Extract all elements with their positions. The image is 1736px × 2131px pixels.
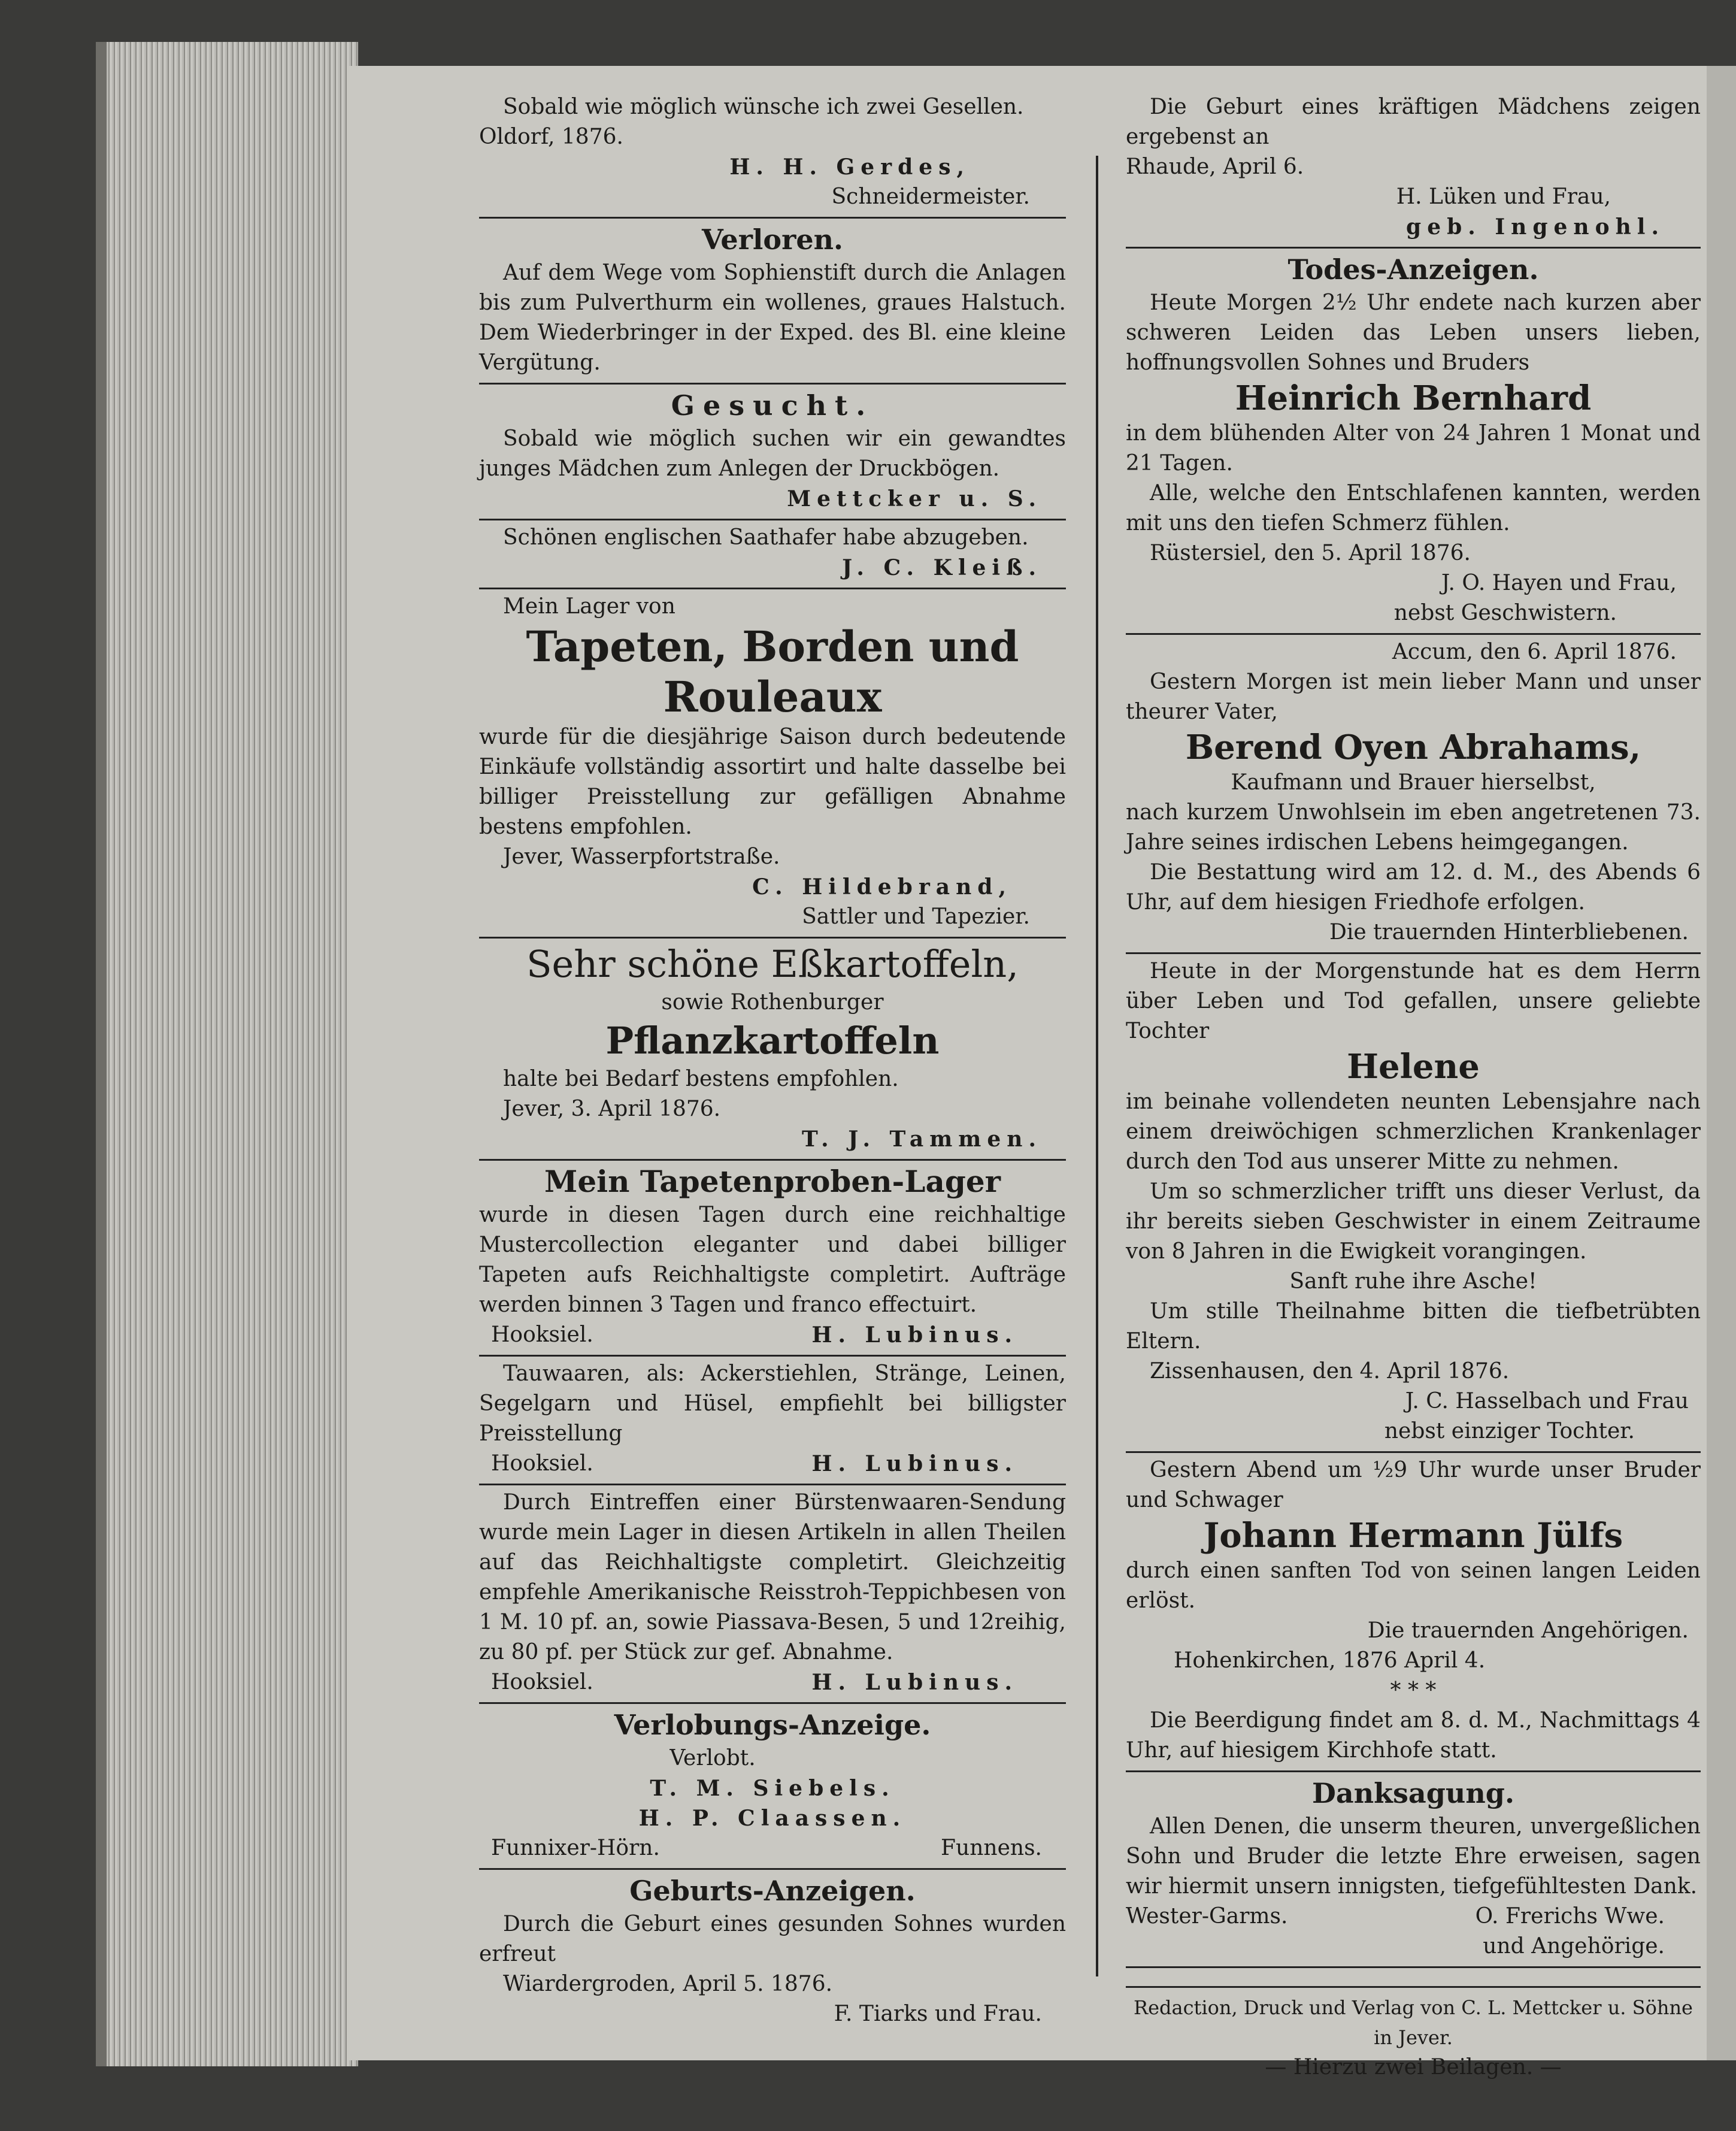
- ad-signature-title: Schneidermeister.: [831, 184, 1030, 209]
- ad-signature: H. Lüken und Frau,: [1396, 184, 1611, 209]
- ad-place: Rüstersiel, den 5. April 1876.: [1150, 541, 1471, 565]
- ad-signature: J. O. Hayen und Frau,: [1441, 571, 1677, 595]
- ad-place: Zissenhausen, den 4. April 1876.: [1150, 1359, 1510, 1384]
- ad-signature-2: und Angehörige.: [1483, 1934, 1665, 1959]
- ad-heading-2: Pflanzkartoffeln: [605, 1019, 940, 1063]
- ad-saathafer: [479, 520, 1066, 589]
- ad-buerstenwaaren: [479, 1485, 1066, 1704]
- ad-place: Accum, den 6. April 1876.: [1392, 640, 1677, 664]
- imprint-line-2: — Hierzu zwei Beilagen. —: [1265, 2055, 1562, 2079]
- ad-verlobung: [479, 1704, 1066, 1870]
- ad-name: Heinrich Bernhard: [1235, 379, 1592, 418]
- ad-intro: Mein Lager von: [503, 594, 675, 619]
- ad-signature: H. Lubinus.: [811, 1451, 1018, 1476]
- ad-place: Hooksiel.: [491, 1322, 593, 1347]
- ad-heading: Tapeten, Borden und Rouleaux: [526, 622, 1019, 722]
- ad-footer: [479, 1320, 1066, 1350]
- ad-heading: Danksagung.: [1312, 1777, 1514, 1809]
- ad-text: wurde in diesen Tagen durch eine reichhaltige Mustercollection eleganter und dabei billiger Tapeten aufs Reichhaltigste completirt. Aufträge werden binnen 3 Tagen und franco effectuirt.: [479, 1203, 1066, 1317]
- ad-signature: J. C. Hasselbach und Frau: [1405, 1389, 1689, 1413]
- ad-place: Hooksiel.: [491, 1670, 593, 1694]
- ad-text-2: durch einen sanften Tod von seinen langen Leiden erlöst.: [1126, 1558, 1701, 1613]
- ad-heading: Todes-Anzeigen.: [1287, 253, 1539, 286]
- ad-text-3: Um so schmerzlicher trifft uns dieser Verlust, da ihr bereits sieben Geschwister in einem Zeitraume von 8 Jahren in die Ewigkeit vorangingen.: [1126, 1179, 1701, 1264]
- ad-signature: Die trauernden Angehörigen.: [1367, 1618, 1689, 1643]
- ad-subheading: sowie Rothenburger: [661, 990, 884, 1015]
- ad-name-1: T. M. Siebels.: [650, 1776, 895, 1801]
- ad-signature: H. H. Gerdes,: [729, 155, 970, 180]
- ad-text: Allen Denen, die unserm theuren, unvergeßlichen Sohn und Bruder die letzte Ehre erweisen, sagen wir hiermit unsern innigsten, tiefgefühltesten Dank.: [1126, 1814, 1701, 1899]
- ad-place: Jever, 3. April 1876.: [503, 1097, 721, 1121]
- ad-signature-2: nebst einziger Tochter.: [1384, 1419, 1635, 1443]
- ad-text-3: Alle, welche den Entschlafenen kannten, werden mit uns den tiefen Schmerz fühlen.: [1126, 481, 1701, 535]
- ad-text-3: Die Bestattung wird am 12. d. M., des Abends 6 Uhr, auf dem hiesigen Friedhofe erfolgen.: [1126, 860, 1701, 915]
- imprint-line-1: Redaction, Druck und Verlag von C. L. Mettcker u. Söhne in Jever.: [1134, 1996, 1693, 2049]
- ad-place: Jever, Wasserpfortstraße.: [503, 844, 780, 869]
- ad-signature: H. Lubinus.: [811, 1670, 1018, 1695]
- ad-subheading: Verlobt.: [669, 1746, 756, 1770]
- ad-name-2: H. P. Claassen.: [638, 1806, 907, 1831]
- ad-text: Tauwaaren, als: Ackerstiehlen, Stränge, Leinen, Segelgarn und Hüsel, empfiehlt bei billigster Preisstellung: [479, 1361, 1066, 1446]
- ad-text-2: im beinahe vollendeten neunten Lebensjahre nach einem dreiwöchigen schmerzlichen Krankenlager durch den Tod aus unserer Mitte zu nehmen.: [1126, 1089, 1701, 1174]
- column-divider: [1096, 156, 1098, 1976]
- ad-text-3: Die Beerdigung findet am 8. d. M., Nachmittags 4 Uhr, auf hiesigem Kirchhofe statt.: [1126, 1708, 1701, 1763]
- ad-text: Gestern Abend um ½9 Uhr wurde unser Bruder und Schwager: [1126, 1458, 1701, 1512]
- ad-text: Sobald wie möglich wünsche ich zwei Gesellen.: [503, 95, 1024, 119]
- left-column: [479, 90, 1066, 2034]
- ad-signature: H. Lubinus.: [811, 1322, 1018, 1348]
- ad-text-4: Sanft ruhe ihre Asche!: [1289, 1269, 1537, 1294]
- ad-tapetenproben: [479, 1161, 1066, 1357]
- ad-text-2: in dem blühenden Alter von 24 Jahren 1 Monat und 21 Tagen.: [1126, 421, 1701, 476]
- ad-footer: [479, 1449, 1066, 1479]
- ad-heading: Verlobungs-Anzeige.: [614, 1709, 931, 1741]
- ad-tapeten: [479, 589, 1066, 939]
- ad-text: Die Geburt eines kräftigen Mädchens zeigen ergebenst an: [1126, 95, 1701, 149]
- right-column: [1126, 90, 1701, 2082]
- ad-signature: C. Hildebrand,: [752, 874, 1012, 900]
- book-page-edges: [96, 42, 358, 2066]
- ad-place-2: Funnens.: [941, 1836, 1042, 1860]
- ad-text: Auf dem Wege vom Sophienstift durch die Anlagen bis zum Pulverthurm ein wollenes, graues Halstuch. Dem Wiederbringer in der Exped. des Bl. eine kleine Vergütung.: [479, 261, 1066, 375]
- ad-text: Heute Morgen 2½ Uhr endete nach kurzen aber schweren Leiden das Leben unsers lieben, hoffnungsvollen Sohnes und Bruders: [1126, 290, 1701, 375]
- ad-place: Wiardergroden, April 5. 1876.: [503, 1972, 833, 1996]
- ad-place: Hohenkirchen, 1876 April 4.: [1174, 1648, 1486, 1673]
- ad-text-2: nach kurzem Unwohlsein im eben angetretenen 73. Jahre seines irdischen Lebens heimgegangen.: [1126, 800, 1701, 855]
- ad-stars: * * *: [1390, 1678, 1437, 1703]
- ad-name: Johann Hermann Jülfs: [1203, 1516, 1623, 1555]
- ad-heading: Verloren.: [701, 223, 844, 256]
- ad-footer: [1126, 1902, 1701, 1932]
- ad-gesucht: [479, 385, 1066, 520]
- ad-signature-2: geb. Ingenohl.: [1406, 214, 1665, 240]
- ad-footer: [479, 1667, 1066, 1697]
- ad-text: Sobald wie möglich suchen wir ein gewandtes junges Mädchen zum Anlegen der Druckbögen.: [479, 426, 1066, 481]
- ad-place: Hooksiel.: [491, 1451, 593, 1476]
- ad-tod-abrahams: [1126, 635, 1701, 954]
- ad-danksagung: [1126, 1772, 1701, 1968]
- ad-text: Gestern Morgen ist mein lieber Mann und unser theurer Vater,: [1126, 670, 1701, 724]
- ad-verloren: [479, 219, 1066, 385]
- ad-signature: F. Tiarks und Frau.: [834, 2002, 1042, 2026]
- ad-heading: Mein Tapetenproben-Lager: [544, 1164, 1001, 1199]
- ad-signature: Mettcker u. S.: [787, 486, 1042, 511]
- ad-text: Durch die Geburt eines gesunden Sohnes wurden erfreut: [479, 1912, 1066, 1966]
- ad-signature: O. Frerichs Wwe.: [1475, 1904, 1665, 1929]
- ad-kartoffeln: [479, 939, 1066, 1161]
- ad-text: Durch Eintreffen einer Bürstenwaaren-Sendung wurde mein Lager in diesen Artikeln in allen Theilen auf das Reichhaltigste completirt. Gleichzeitig empfehle Amerikanische Reisstroh-Teppichbesen von 1 M. 10 pf. an, sowie Piassava-Besen, 5 und 12reihig, zu 80 pf. per Stück zur gef. Abnahme.: [479, 1490, 1066, 1664]
- ad-text: halte bei Bedarf bestens empfohlen.: [503, 1067, 899, 1091]
- ad-text-5: Um stille Theilnahme bitten die tiefbetrübten Eltern.: [1126, 1299, 1701, 1354]
- imprint: [1126, 1986, 1701, 2082]
- ad-place: Rhaude, April 6.: [1126, 155, 1304, 179]
- adjacent-page-strip: [1707, 66, 1736, 2060]
- ad-tod-juelfs: [1126, 1453, 1701, 1772]
- ad-heading: Geburts-Anzeigen.: [629, 1875, 916, 1907]
- ad-footer: [479, 1833, 1066, 1863]
- ad-text: Schönen englischen Saathafer habe abzugeben.: [503, 525, 1029, 550]
- ad-signature-title: Sattler und Tapezier.: [802, 904, 1030, 929]
- ad-signature: T. J. Tammen.: [802, 1127, 1042, 1152]
- ad-signature: J. C. Kleiß.: [842, 555, 1042, 580]
- ad-name: Berend Oyen Abrahams,: [1185, 728, 1641, 767]
- ad-heading: Gesucht.: [671, 389, 874, 422]
- ad-place-1: Funnixer-Hörn.: [491, 1836, 660, 1860]
- ad-tauwaaren: [479, 1357, 1066, 1485]
- ad-tod-bernhard: [1126, 249, 1701, 635]
- ad-geburt-sohn: [479, 1870, 1066, 2034]
- ad-geburt-maedchen: [1126, 90, 1701, 249]
- ad-gesellen: [479, 90, 1066, 219]
- ad-text: Heute in der Morgenstunde hat es dem Herrn über Leben und Tod gefallen, unsere geliebte Tochter: [1126, 959, 1701, 1043]
- ad-subheading: Kaufmann und Brauer hierselbst,: [1231, 770, 1596, 795]
- ad-name: Helene: [1347, 1047, 1480, 1086]
- ad-place: Wester-Garms.: [1126, 1904, 1288, 1929]
- ad-signature: Die trauernden Hinterbliebenen.: [1329, 920, 1689, 945]
- ad-signature-2: nebst Geschwistern.: [1393, 601, 1617, 625]
- ad-place: Oldorf, 1876.: [479, 125, 623, 149]
- ad-tod-helene: [1126, 954, 1701, 1453]
- ad-text: wurde für die diesjährige Saison durch bedeutende Einkäufe vollständig assortirt und halte dasselbe bei billiger Preisstellung zur gefälligen Abnahme bestens empfohlen.: [479, 725, 1066, 839]
- ad-heading: Sehr schöne Eßkartoffeln,: [526, 942, 1019, 986]
